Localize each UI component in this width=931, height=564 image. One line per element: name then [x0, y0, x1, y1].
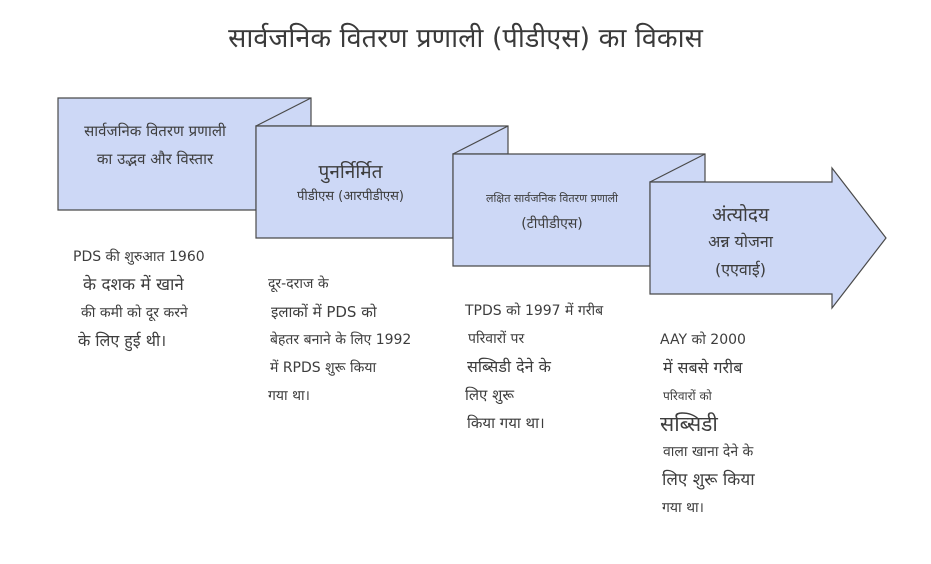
description-3-line-3: सब्सिडी देने के: [467, 357, 551, 376]
description-1: [73, 243, 205, 355]
stage-2-line-2: पीडीएस (आरपीडीएस): [297, 189, 404, 204]
description-2-line-4: में RPDS शुरू किया: [270, 360, 377, 376]
description-1-line-2: के दशक में खाने: [83, 275, 184, 295]
stage-4-label: [658, 202, 823, 284]
description-4-line-4: सब्सिडी: [660, 412, 718, 436]
stage-3-label: [462, 189, 642, 239]
stage-1-line-1: सार्वजनिक वितरण प्रणाली: [84, 122, 226, 140]
stage-3-line-1: लक्षित सार्वजनिक वितरण प्रणाली: [486, 192, 618, 205]
description-1-line-3: की कमी को दूर करने: [81, 305, 188, 321]
description-4-line-6: लिए शुरू किया: [662, 470, 755, 490]
description-3-line-1: TPDS को 1997 में गरीब: [465, 303, 604, 319]
description-3-line-4: लिए शुरू: [465, 386, 514, 404]
stage-4-line-1: अंत्योदय: [711, 204, 770, 226]
description-2-line-5: गया था।: [268, 388, 310, 404]
description-4-line-1: AAY को 2000: [660, 332, 746, 348]
stage-4-line-2: अन्न योजना: [708, 232, 773, 251]
description-2-line-3: बेहतर बनाने के लिए 1992: [270, 332, 412, 348]
stage-1-line-2: का उद्भव और विस्तार: [96, 150, 214, 168]
description-2-line-1: दूर-दराज के: [268, 276, 329, 292]
description-2-line-2: इलाकों में PDS को: [271, 303, 377, 321]
stage-1-label: [60, 117, 250, 173]
description-3: [465, 297, 603, 437]
description-3-line-2: परिवारों पर: [468, 331, 525, 347]
diagram-title: सार्वजनिक वितरण प्रणाली (पीडीएस) का विकास: [228, 23, 703, 54]
stage-2-label: [268, 158, 433, 208]
description-4: [660, 326, 755, 522]
description-4-line-5: वाला खाना देने के: [663, 444, 754, 460]
description-2: [268, 270, 411, 410]
description-1-line-1: PDS की शुरुआत 1960: [73, 249, 205, 265]
stage-2-line-1: पुनर्निर्मित: [318, 161, 383, 183]
description-3-line-5: किया गया था।: [467, 414, 545, 432]
stage-3-line-2: (टीपीडीएस): [521, 216, 583, 232]
description-4-line-7: गया था।: [662, 500, 704, 516]
description-4-line-3: परिवारों को: [663, 389, 712, 403]
description-1-line-4: के लिए हुई थी।: [78, 331, 167, 350]
description-4-line-2: में सबसे गरीब: [663, 358, 743, 377]
stage-4-line-3: (एएवाई): [714, 260, 767, 279]
